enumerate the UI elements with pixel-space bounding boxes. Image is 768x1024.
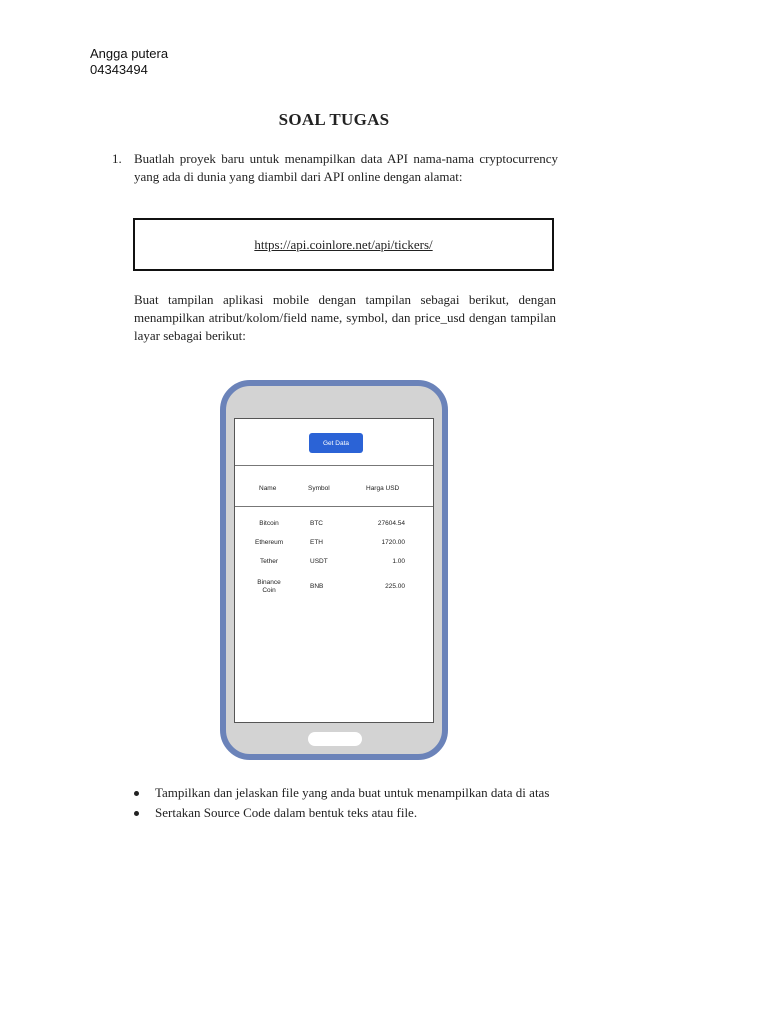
bullet-text: Tampilkan dan jelaskan file yang anda buat untuk menampilkan data di atas <box>155 785 550 800</box>
home-button <box>308 732 362 746</box>
cell-price: 27604.54 <box>377 520 405 527</box>
cell-symbol: BNB <box>310 583 324 590</box>
cell-price: 1720.00 <box>381 539 405 546</box>
phone-screen <box>234 418 434 723</box>
column-header-price: Harga USD <box>366 485 400 492</box>
url-box <box>133 218 554 271</box>
bullet-icon <box>134 811 139 816</box>
page-title: SOAL TUGAS <box>278 110 390 129</box>
author-name: Angga putera <box>90 46 169 61</box>
author-id: 04343494 <box>90 62 148 77</box>
column-header-symbol: Symbol <box>308 485 330 492</box>
instruction-paragraph: Buat tampilan aplikasi mobile dengan tampilan sebagai berikut, dengan menampilkan atribut/kolom/field name, symbol, dan price_usd dengan tampilan layar sebagai berikut: <box>134 292 556 343</box>
divider <box>235 506 433 507</box>
bullet-list <box>134 784 559 824</box>
question-1 <box>112 150 558 186</box>
cell-price: 1.00 <box>392 558 405 565</box>
author-info <box>90 46 168 78</box>
question-text: Buatlah proyek baru untuk menampilkan data API nama-nama cryptocurrency yang ada di dunia yang diambil dari API online dengan alamat: <box>134 151 558 184</box>
cell-name: Bitcoin <box>259 520 279 527</box>
phone-mockup <box>220 380 448 760</box>
get-data-button[interactable]: Get Data <box>309 433 363 453</box>
cell-symbol: ETH <box>310 539 323 546</box>
cell-name: Ethereum <box>255 539 284 546</box>
list-item <box>134 804 559 822</box>
bullet-icon <box>134 791 139 796</box>
cell-price: 225.00 <box>385 583 405 590</box>
column-header-name: Name <box>259 485 277 492</box>
cell-name: Tether <box>259 558 279 565</box>
bullet-text: Sertakan Source Code dalam bentuk teks atau file. <box>155 805 418 820</box>
api-url-link[interactable]: https://api.coinlore.net/api/tickers/ <box>254 236 433 252</box>
cell-name: Binance Coin <box>257 579 281 594</box>
cell-symbol: USDT <box>310 558 328 565</box>
list-item <box>134 784 559 802</box>
cell-symbol: BTC <box>310 520 323 527</box>
divider <box>235 465 433 466</box>
question-number: 1. <box>112 151 122 166</box>
